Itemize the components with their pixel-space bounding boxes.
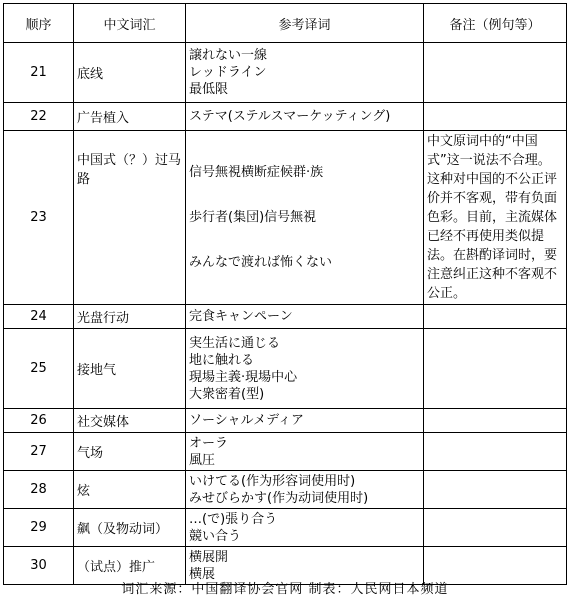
header-reference: 参考译词 [186,4,424,43]
translation-line: 大衆密着(型) [189,386,265,402]
translation-line: 地に触れる [189,352,255,368]
reference-translation [186,103,424,131]
note-cell [424,103,567,131]
translation-line: 現場主義·現場中心 [189,369,298,385]
table-row [4,103,567,131]
reference-translation [186,43,424,103]
row-number: 24 [4,305,74,329]
note-cell: 中文原词中的“中国式”这一说法不合理。这种对中国的不公正评价并不客观，带有负面色彩。目前，主流媒体已经不再使用类似提法。在斟酌译词时，要注意纠正这种不客观不公正。 [424,131,567,305]
reference-translation [186,131,424,305]
translation-line: …(で)張り合う [189,511,278,527]
header-chinese: 中文词汇 [74,4,186,43]
note-cell [424,409,567,433]
table-row [4,471,567,509]
table-row [4,131,567,305]
translation-line: 歩行者(集団)信号無視 [189,210,317,225]
row-number: 29 [4,509,74,547]
reference-translation [186,509,424,547]
note-cell [424,43,567,103]
translation-line: 横展 [189,566,216,582]
translation-line: オーラ [189,435,229,451]
chinese-term: 底线 [74,43,186,103]
vocabulary-table [3,3,567,585]
note-cell [424,509,567,547]
table-row [4,305,567,329]
header-row [4,4,567,43]
table-row [4,329,567,409]
chinese-term: 飙（及物动词） [74,509,186,547]
row-number: 25 [4,329,74,409]
table-row [4,43,567,103]
spacer [189,226,420,254]
row-number: 26 [4,409,74,433]
note-cell [424,433,567,471]
translation-line: ステマ(ステルスマーケッティング) [189,109,391,124]
translation-line: みんなで渡れば怖くない [189,255,333,270]
translation-line: 信号無視横断症候群·族 [189,165,324,180]
row-number: 28 [4,471,74,509]
translation-line: 最低限 [189,82,229,97]
reference-translation [186,471,424,509]
header-notes: 备注（例句等） [424,4,567,43]
row-number: 30 [4,547,74,585]
reference-translation [186,305,424,329]
chinese-term: 广告植入 [74,103,186,131]
note-cell [424,471,567,509]
translation-line: ソーシャルメディア [189,413,305,428]
chinese-term: （试点）推广 [74,547,186,585]
translation-line: いけてる(作为形容词使用时) [189,473,356,489]
chinese-term: 炫 [74,471,186,509]
translation-line: 譲れない一線 [189,48,268,63]
translation-line: 横展開 [189,549,229,565]
table-row [4,409,567,433]
chinese-term: 接地气 [74,329,186,409]
translation-line: 風圧 [189,452,216,468]
source-credit: 词汇来源：中国翻译协会官网 制表：人民网日本频道 [121,582,449,597]
reference-translation [186,433,424,471]
chinese-term: 社交媒体 [74,409,186,433]
translation-line: 実生活に通じる [189,335,281,351]
table-row [4,433,567,471]
chinese-term: 气场 [74,433,186,471]
reference-translation [186,329,424,409]
translation-line: レッドライン [189,65,267,80]
chinese-term: 中国式（？）过马路 [74,131,186,305]
row-number: 22 [4,103,74,131]
translation-line: 完食キャンペーン [189,309,293,324]
row-number: 23 [4,131,74,305]
row-number: 21 [4,43,74,103]
row-number: 27 [4,433,74,471]
chinese-term: 光盘行动 [74,305,186,329]
note-cell [424,305,567,329]
translation-line: みせびらかす(作为动词使用时) [189,490,369,506]
header-order: 顺序 [4,4,74,43]
reference-translation [186,409,424,433]
table-row [4,509,567,547]
translation-line: 競い合う [189,528,242,544]
spacer [189,181,420,209]
note-cell [424,329,567,409]
